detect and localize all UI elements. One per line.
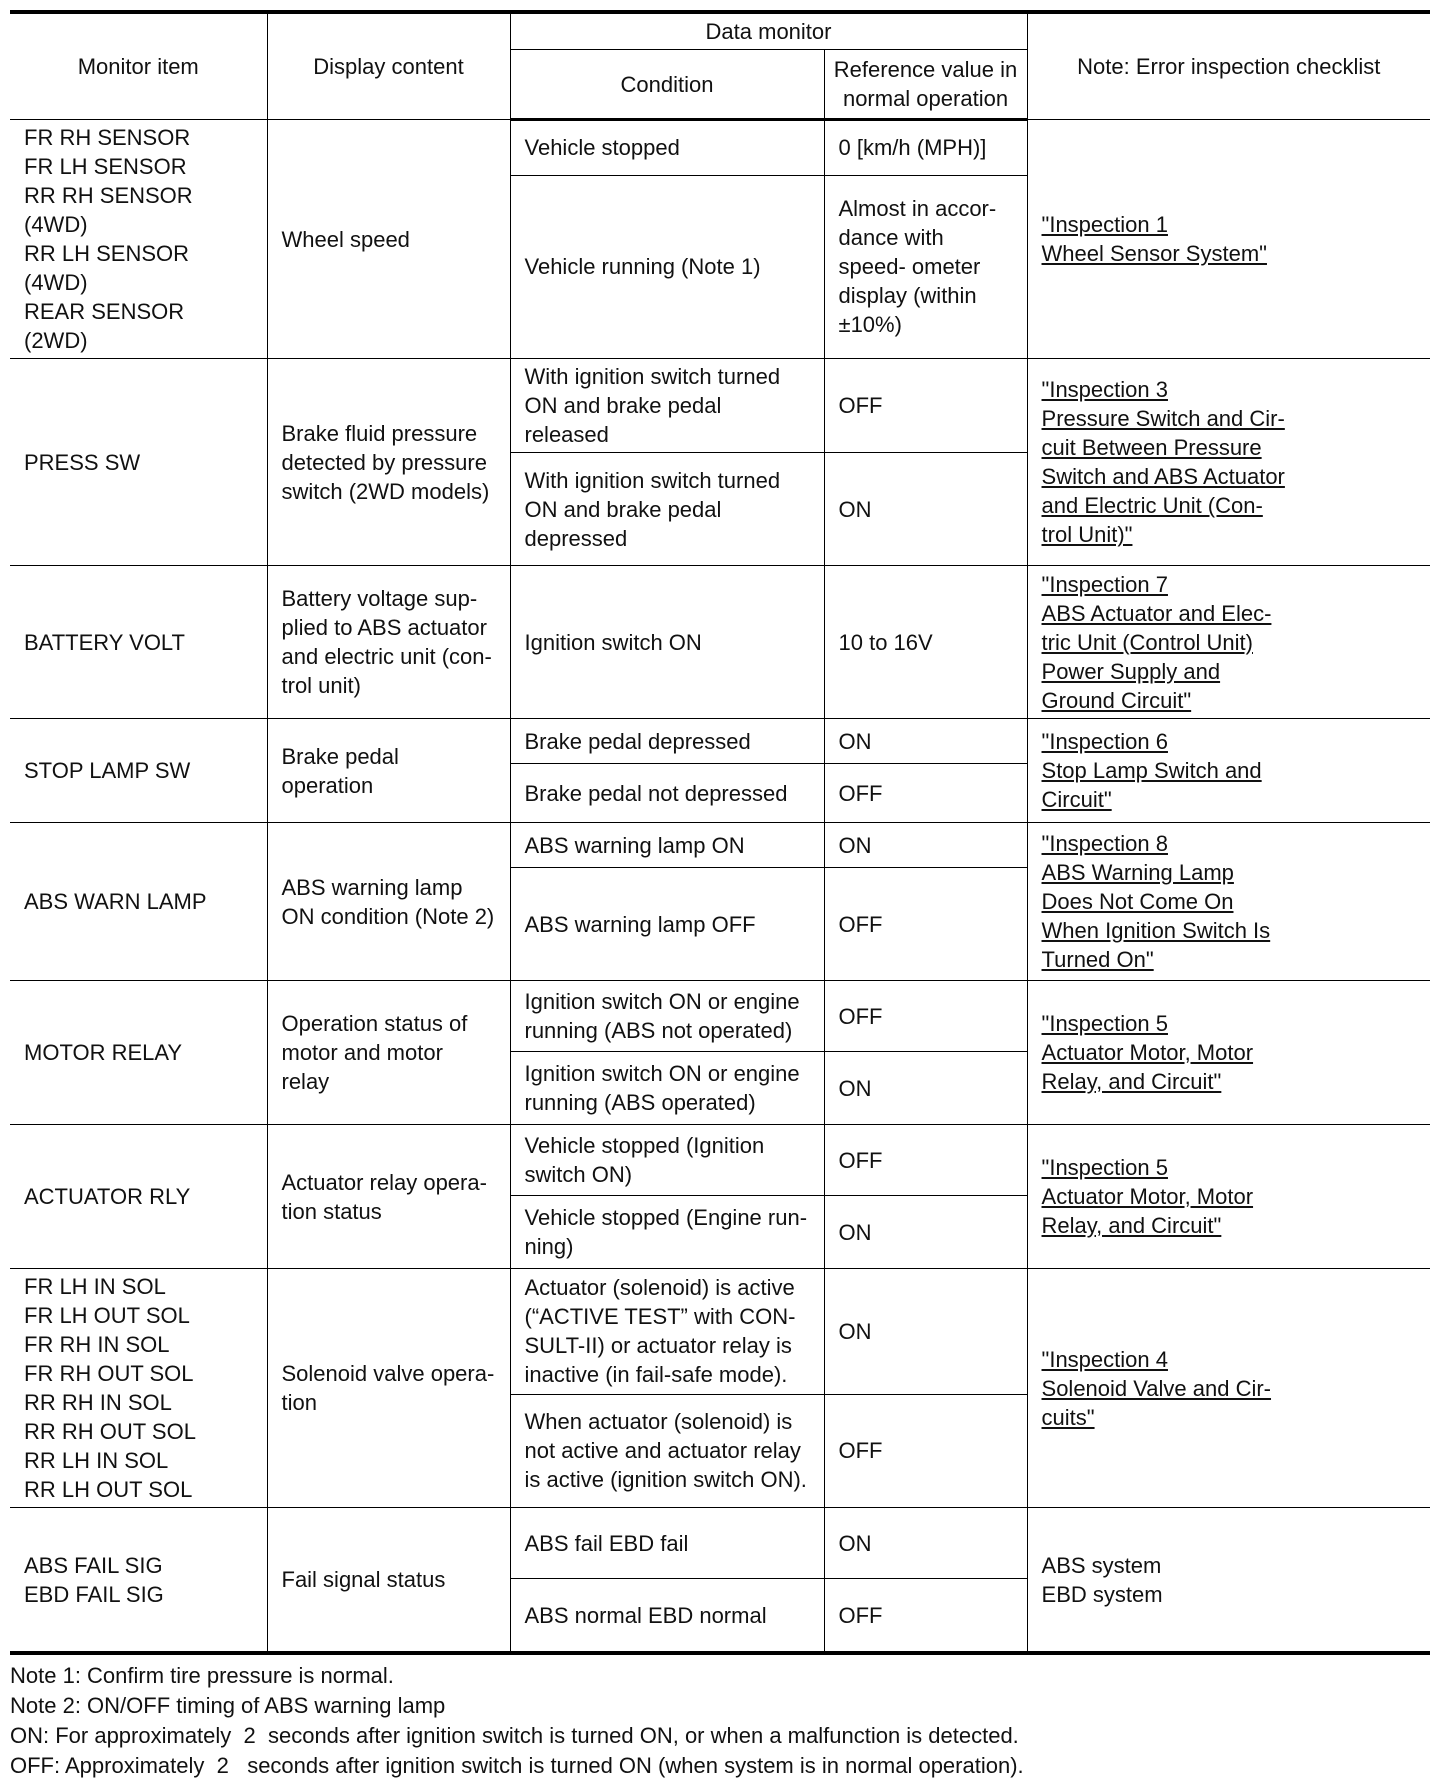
display-content-cell: Brake fluid pressure detected by pressure switch (2WD models)	[267, 359, 510, 566]
monitor-item-name: EBD FAIL SIG	[24, 1581, 164, 1607]
condition-cell: ABS normal EBD normal	[510, 1579, 824, 1654]
reference-value-cell: OFF	[824, 764, 1027, 823]
monitor-item-name: RR RH SENSOR (4WD)	[24, 183, 193, 237]
table-row	[10, 823, 1430, 868]
reference-value-cell: ON	[824, 1269, 1027, 1395]
inspection-note-cell	[1027, 359, 1430, 566]
display-content-cell: Battery voltage sup- plied to ABS actuator and electric unit (con- trol unit)	[267, 566, 510, 719]
table-row	[10, 566, 1430, 719]
condition-cell: With ignition switch turned ON and brake pedal released	[510, 359, 824, 453]
monitor-item-name: PRESS SW	[24, 449, 141, 475]
reference-value-cell: ON	[824, 1508, 1027, 1579]
inspection-note-cell	[1027, 823, 1430, 981]
condition-cell: ABS warning lamp OFF	[510, 868, 824, 981]
monitor-item-name: FR RH IN SOL	[24, 1332, 170, 1357]
reference-value-cell: OFF	[824, 1394, 1027, 1507]
note-text: ABS system	[1041, 1552, 1162, 1578]
header-condition: Condition	[510, 50, 824, 120]
monitor-item-cell	[10, 823, 267, 981]
monitor-item-name: RR LH OUT SOL	[24, 1477, 193, 1502]
display-content-cell: Solenoid valve opera- tion	[267, 1269, 510, 1508]
table-row	[10, 1508, 1430, 1579]
footnote: Note 1: Confirm tire pressure is normal.	[10, 1663, 394, 1688]
display-content-cell: Operation status of motor and motor relay	[267, 981, 510, 1125]
condition-cell: Ignition switch ON or engine running (ABS operated)	[510, 1052, 824, 1125]
inspection-link[interactable]: "Inspection 3	[1041, 377, 1168, 402]
inspection-link[interactable]: Ground Circuit"	[1041, 687, 1192, 713]
inspection-link[interactable]: trol Unit)"	[1041, 522, 1133, 547]
inspection-link[interactable]: Stop Lamp Switch and	[1041, 758, 1262, 783]
reference-value-cell: 0 [km/h (MPH)]	[824, 120, 1027, 176]
header-display-content: Display content	[267, 12, 510, 120]
display-content-cell: Brake pedal operation	[267, 719, 510, 823]
monitor-item-name: REAR SENSOR (2WD)	[24, 299, 185, 353]
monitor-item-cell	[10, 981, 267, 1125]
inspection-link[interactable]: Actuator Motor, Motor	[1041, 1184, 1254, 1209]
footnotes	[10, 1661, 1430, 1781]
reference-value-cell: ON	[824, 1196, 1027, 1269]
header-reference-value: Reference value in normal operation	[824, 50, 1027, 120]
table-row	[10, 1125, 1430, 1196]
condition-cell: Vehicle stopped (Engine run- ning)	[510, 1196, 824, 1269]
condition-cell: ABS warning lamp ON	[510, 823, 824, 868]
table-row	[10, 1269, 1430, 1395]
monitor-item-cell	[10, 719, 267, 823]
inspection-note-cell	[1027, 719, 1430, 823]
header-monitor-item: Monitor item	[10, 12, 267, 120]
footnote: ON: For approximately 2 seconds after ignition switch is turned ON, or when a malfunction is detected.	[10, 1723, 1019, 1748]
monitor-item-cell	[10, 1508, 267, 1654]
data-monitor-table	[10, 10, 1430, 1655]
monitor-item-cell	[10, 566, 267, 719]
condition-cell: Ignition switch ON or engine running (ABS not operated)	[510, 981, 824, 1052]
monitor-item-cell	[10, 120, 267, 359]
condition-cell: Vehicle stopped (Ignition switch ON)	[510, 1125, 824, 1196]
inspection-link[interactable]: "Inspection 5	[1041, 1155, 1168, 1180]
inspection-link[interactable]: "Inspection 7	[1041, 571, 1168, 597]
table-row	[10, 359, 1430, 453]
condition-cell: Actuator (solenoid) is active (“ACTIVE TEST” with CON- SULT-II) or actuator relay is inactive (in fail-safe mode).	[510, 1269, 824, 1395]
inspection-link[interactable]: Power Supply and	[1041, 658, 1221, 684]
monitor-item-name: FR LH SENSOR	[24, 154, 187, 179]
condition-cell: Vehicle stopped	[510, 120, 824, 176]
monitor-item-name: ABS WARN LAMP	[24, 889, 207, 914]
reference-value-cell: ON	[824, 823, 1027, 868]
condition-cell: Vehicle running (Note 1)	[510, 175, 824, 358]
inspection-link[interactable]: ABS Actuator and Elec-	[1041, 600, 1272, 626]
condition-cell: ABS fail EBD fail	[510, 1508, 824, 1579]
inspection-note-cell	[1027, 566, 1430, 719]
inspection-link[interactable]: Does Not Come On	[1041, 889, 1234, 914]
reference-value-cell: Almost in accor- dance with speed- ometer display (within ±10%)	[824, 175, 1027, 358]
inspection-link[interactable]: Solenoid Valve and Cir-	[1041, 1375, 1272, 1401]
inspection-link[interactable]: cuit Between Pressure	[1041, 435, 1262, 460]
display-content-cell: Wheel speed	[267, 120, 510, 359]
monitor-item-name: RR RH IN SOL	[24, 1390, 172, 1415]
table-row	[10, 120, 1430, 176]
monitor-item-name: ABS FAIL SIG	[24, 1552, 163, 1578]
monitor-item-name: BATTERY VOLT	[24, 629, 185, 655]
inspection-link[interactable]: When Ignition Switch Is	[1041, 918, 1271, 943]
inspection-link[interactable]: Wheel Sensor System"	[1041, 241, 1267, 266]
condition-cell: Ignition switch ON	[510, 566, 824, 719]
header-data-monitor: Data monitor	[510, 12, 1027, 50]
reference-value-cell: OFF	[824, 359, 1027, 453]
monitor-item-cell	[10, 1269, 267, 1508]
inspection-link[interactable]: Actuator Motor, Motor	[1041, 1040, 1254, 1065]
inspection-note-cell	[1027, 1125, 1430, 1269]
inspection-note-cell	[1027, 120, 1430, 359]
inspection-link[interactable]: "Inspection 1	[1041, 212, 1168, 237]
monitor-item-name: RR LH IN SOL	[24, 1448, 169, 1473]
monitor-item-name: FR RH SENSOR	[24, 125, 191, 150]
condition-cell: With ignition switch turned ON and brake pedal depressed	[510, 453, 824, 566]
inspection-link[interactable]: "Inspection 6	[1041, 729, 1168, 754]
reference-value-cell: OFF	[824, 981, 1027, 1052]
monitor-item-name: FR LH IN SOL	[24, 1274, 166, 1299]
note-text: EBD system	[1041, 1581, 1163, 1607]
reference-value-cell: ON	[824, 453, 1027, 566]
inspection-link[interactable]: Pressure Switch and Cir-	[1041, 406, 1285, 431]
inspection-link[interactable]: ABS Warning Lamp	[1041, 860, 1234, 885]
reference-value-cell: 10 to 16V	[824, 566, 1027, 719]
reference-value-cell: ON	[824, 719, 1027, 764]
inspection-link[interactable]: Turned On"	[1041, 947, 1154, 972]
inspection-link[interactable]: Circuit"	[1041, 787, 1112, 812]
table-row	[10, 719, 1430, 764]
inspection-link[interactable]: Switch and ABS Actuator	[1041, 464, 1285, 489]
reference-value-cell: OFF	[824, 1125, 1027, 1196]
inspection-link[interactable]: and Electric Unit (Con-	[1041, 493, 1263, 518]
monitor-item-name: RR RH OUT SOL	[24, 1419, 196, 1444]
inspection-link[interactable]: cuits"	[1041, 1404, 1095, 1430]
condition-cell: Brake pedal depressed	[510, 719, 824, 764]
display-content-cell: Fail signal status	[267, 1508, 510, 1654]
monitor-item-name: MOTOR RELAY	[24, 1040, 183, 1065]
monitor-item-name: ACTUATOR RLY	[24, 1184, 191, 1209]
monitor-item-cell	[10, 359, 267, 566]
inspection-link[interactable]: "Inspection 4	[1041, 1346, 1168, 1372]
inspection-note-cell	[1027, 1508, 1430, 1654]
inspection-link[interactable]: Relay, and Circuit"	[1041, 1069, 1222, 1094]
condition-cell: When actuator (solenoid) is not active and actuator relay is active (ignition switch ON).	[510, 1394, 824, 1507]
monitor-item-name: STOP LAMP SW	[24, 758, 191, 783]
monitor-item-name: FR RH OUT SOL	[24, 1361, 194, 1386]
footnote: OFF: Approximately 2 seconds after ignition switch is turned ON (when system is in normal operation).	[10, 1753, 1024, 1778]
reference-value-cell: OFF	[824, 1579, 1027, 1654]
monitor-item-cell	[10, 1125, 267, 1269]
inspection-link[interactable]: tric Unit (Control Unit)	[1041, 629, 1253, 655]
header-note: Note: Error inspection checklist	[1027, 12, 1430, 120]
inspection-note-cell	[1027, 1269, 1430, 1508]
display-content-cell: ABS warning lamp ON condition (Note 2)	[267, 823, 510, 981]
display-content-cell: Actuator relay opera- tion status	[267, 1125, 510, 1269]
inspection-link[interactable]: "Inspection 5	[1041, 1011, 1168, 1036]
condition-cell: Brake pedal not depressed	[510, 764, 824, 823]
table-row	[10, 981, 1430, 1052]
inspection-link[interactable]: "Inspection 8	[1041, 831, 1168, 856]
footnote: Note 2: ON/OFF timing of ABS warning lamp	[10, 1693, 446, 1718]
inspection-note-cell	[1027, 981, 1430, 1125]
reference-value-cell: OFF	[824, 868, 1027, 981]
inspection-link[interactable]: Relay, and Circuit"	[1041, 1213, 1222, 1238]
reference-value-cell: ON	[824, 1052, 1027, 1125]
monitor-item-name: RR LH SENSOR (4WD)	[24, 241, 190, 295]
document	[10, 10, 1430, 1781]
monitor-item-name: FR LH OUT SOL	[24, 1303, 190, 1328]
